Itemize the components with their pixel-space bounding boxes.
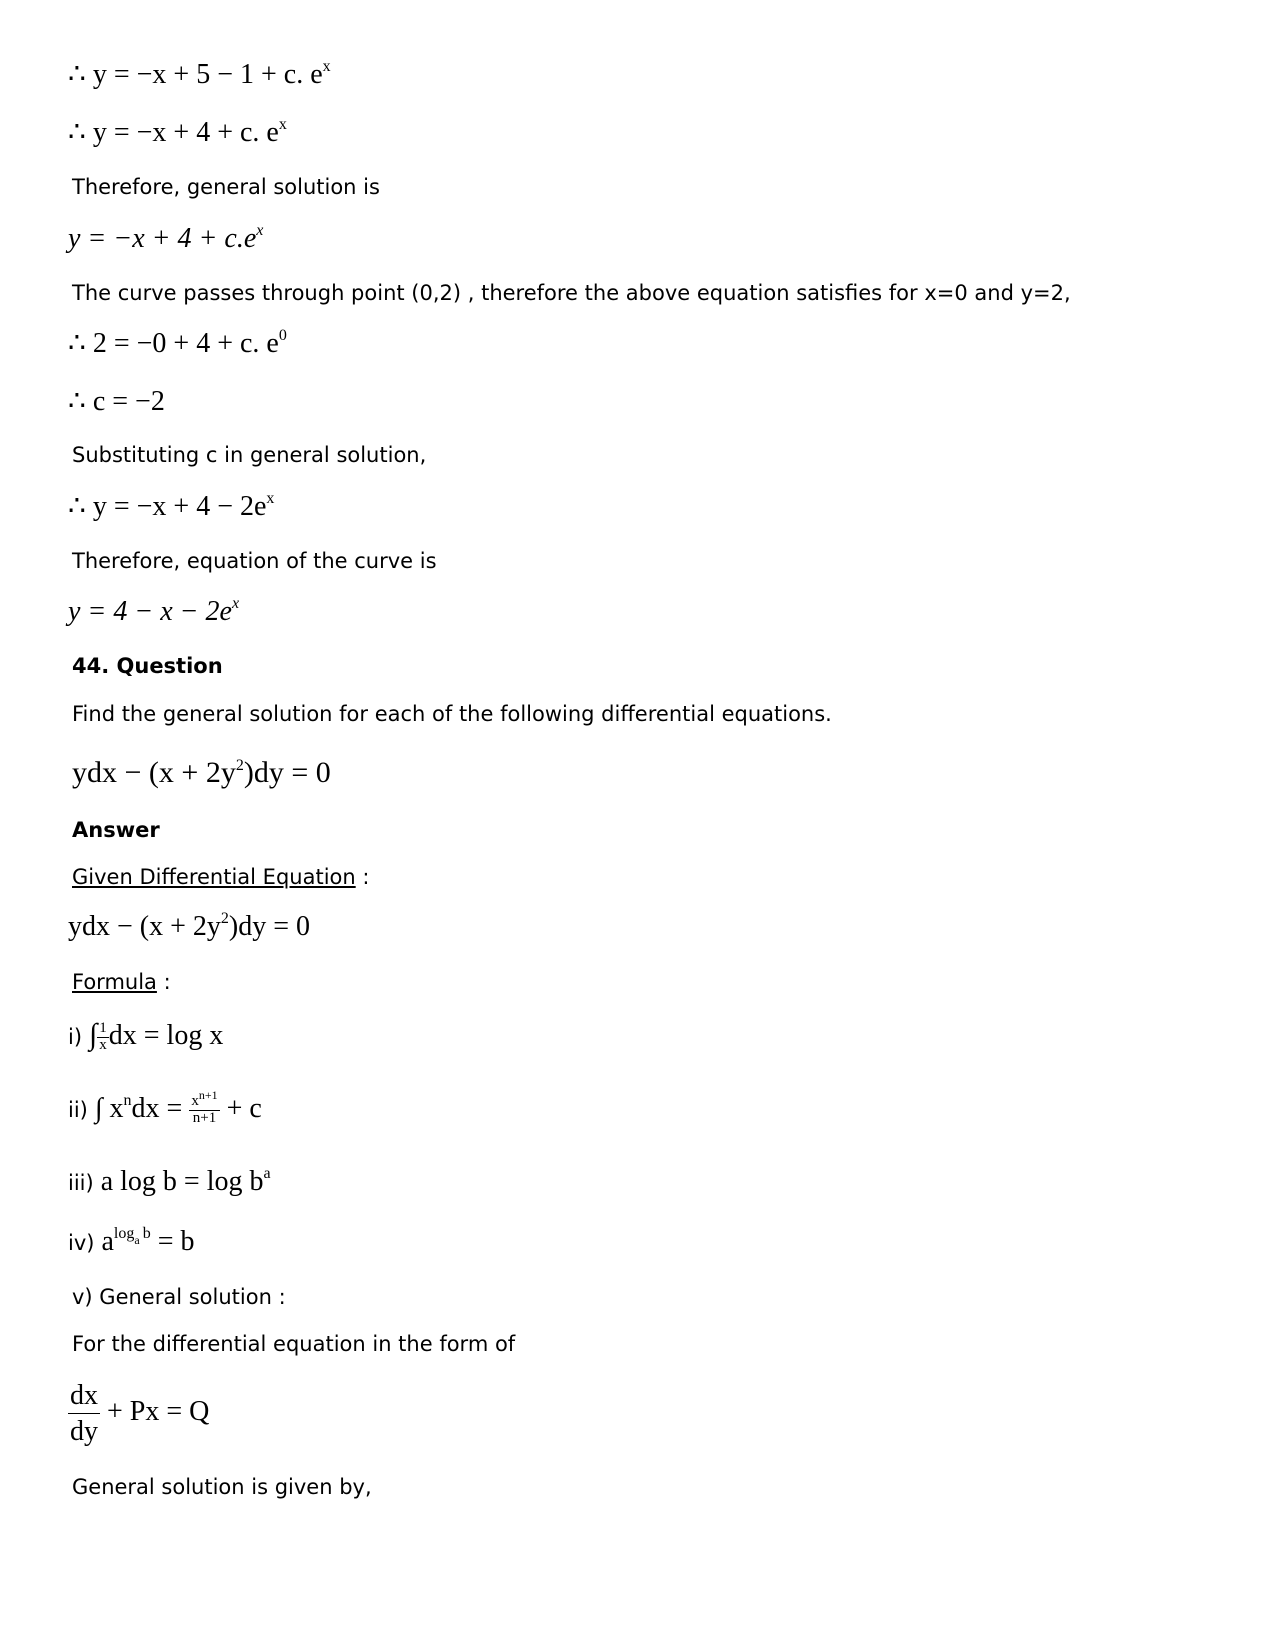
equation-text: )dy = 0 — [243, 756, 331, 789]
equation-text: )dy = 0 — [228, 911, 311, 942]
general-solution-label: Therefore, general solution is — [72, 175, 380, 199]
fraction — [68, 1378, 100, 1449]
colon: : — [156, 970, 171, 994]
formula-iii — [68, 1165, 271, 1199]
question-equation — [72, 755, 331, 791]
equation-line — [68, 116, 287, 150]
exponent: 0 — [278, 327, 287, 344]
exponent — [113, 1225, 151, 1247]
formula-text: a — [101, 1226, 114, 1257]
formula-label-line — [72, 970, 171, 995]
formula-text: = b — [150, 1226, 195, 1257]
given-equation — [68, 910, 310, 944]
equation-text: y = −x + 4 + c.e — [68, 223, 257, 254]
formula-iv — [68, 1225, 194, 1259]
numerator-base: x — [191, 1093, 199, 1110]
formula-ii — [68, 1088, 262, 1127]
given-label-line — [72, 865, 369, 890]
exponent: a — [263, 1165, 271, 1182]
exponent: x — [266, 490, 275, 507]
numerator — [189, 1088, 219, 1111]
formula-index: i) — [68, 1025, 83, 1049]
denominator: n+1 — [192, 1110, 217, 1127]
substituting-text: Substituting c in general solution, — [72, 443, 427, 467]
formula-text: dx = — [131, 1093, 183, 1124]
colon: : — [355, 865, 370, 889]
general-solution-v: v) General solution : — [72, 1285, 286, 1309]
equation-text: ∴ y = −x + 4 − 2e — [68, 491, 267, 522]
given-label: Given Differential Equation — [72, 865, 356, 889]
exponent: 2 — [235, 757, 244, 774]
curve-label: Therefore, equation of the curve is — [72, 549, 437, 573]
equation-text: ∴ 2 = −0 + 4 + c. e — [68, 328, 279, 359]
form-text: For the differential equation in the form of — [72, 1332, 516, 1356]
question-heading: 44. Question — [72, 654, 223, 678]
equation-line — [68, 327, 287, 361]
numerator: dx — [68, 1378, 100, 1414]
log-base: a — [134, 1233, 140, 1247]
equation-text: ydx − (x + 2y — [72, 756, 236, 789]
formula-text: a log b = log b — [100, 1166, 264, 1197]
equation-text: ∴ y = −x + 4 + c. e — [68, 117, 279, 148]
formula-text: dx = log x — [108, 1020, 224, 1051]
numerator: 1 — [99, 1020, 107, 1037]
denominator: dy — [70, 1416, 98, 1447]
exponent: x — [231, 595, 240, 612]
fraction — [189, 1088, 219, 1127]
equation-text: ∴ y = −x + 5 − 1 + c. e — [68, 59, 323, 90]
exponent-log: log — [113, 1225, 135, 1242]
formula-index: iv) — [68, 1231, 95, 1255]
general-given-text: General solution is given by, — [72, 1475, 372, 1499]
formula-index: iii) — [68, 1171, 94, 1195]
formula-text: + Px = Q — [107, 1395, 210, 1427]
formula-i — [68, 1017, 223, 1054]
denominator: x — [99, 1037, 107, 1054]
equation-line — [68, 490, 274, 524]
formula-index: ii) — [68, 1098, 88, 1122]
equation-line: ∴ c = −2 — [68, 386, 165, 417]
fraction — [97, 1021, 109, 1054]
question-text: Find the general solution for each of the following differential equations. — [72, 702, 832, 726]
formula-label: Formula — [72, 970, 157, 994]
exponent: 2 — [220, 910, 229, 927]
general-solution-equation — [68, 222, 263, 256]
curve-equation — [68, 595, 239, 629]
exponent: n — [123, 1092, 132, 1109]
passes-through-text: The curve passes through point (0,2) , therefore the above equation satisfies for x=0 and y=2, — [72, 281, 1071, 305]
exponent-arg: b — [142, 1225, 151, 1242]
answer-heading: Answer — [72, 818, 160, 842]
equation-text: ydx − (x + 2y — [68, 911, 221, 942]
formula-text: + c — [226, 1093, 262, 1124]
formula-text: ∫ x — [94, 1093, 124, 1124]
numerator-exponent: n+1 — [198, 1088, 218, 1103]
equation-text: y = 4 − x − 2e — [68, 596, 232, 627]
exponent: x — [322, 58, 331, 75]
exponent: x — [256, 222, 264, 239]
integral-symbol: ∫ — [89, 1018, 98, 1051]
exponent: x — [278, 116, 287, 133]
equation-line — [68, 58, 331, 92]
linear-form-equation — [68, 1378, 209, 1449]
